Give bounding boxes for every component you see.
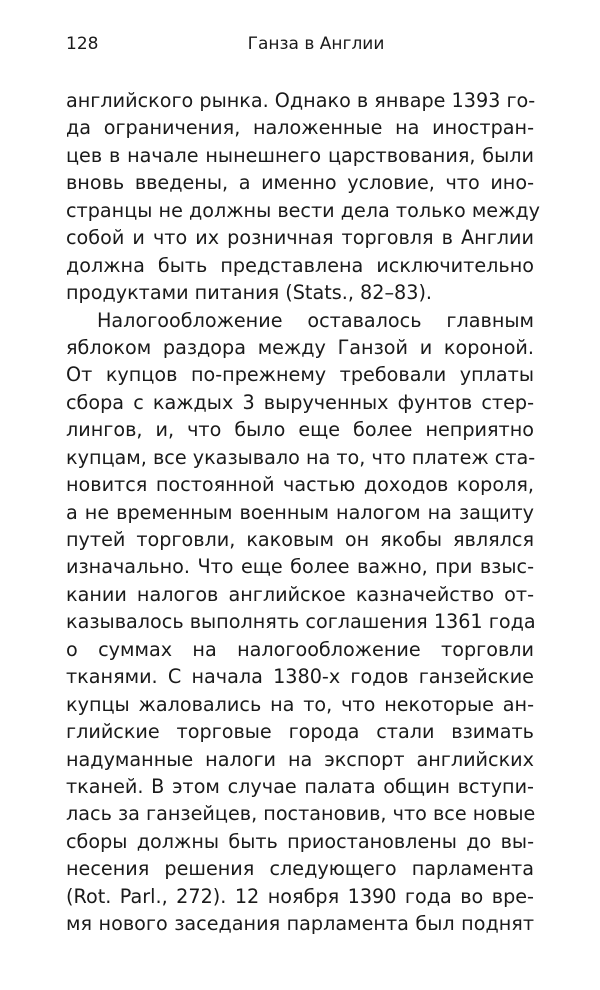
text-line: изначально. Что еще более важно, при взыс- xyxy=(66,555,534,579)
text-line: глийские торговые города стали взимать xyxy=(66,720,534,744)
text-line: надуманные налоги на экспорт английских xyxy=(66,747,534,771)
text-line: От купцов по-прежнему требовали уплаты xyxy=(66,363,534,387)
text-line: купцы жаловались на то, что некоторые ан- xyxy=(66,692,534,716)
running-title: Ганза в Англии xyxy=(247,34,385,54)
text-line: несения решения следующего парламента xyxy=(66,857,534,881)
text-line: английского рынка. Однако в январе 1393 го- xyxy=(66,89,536,112)
text-line: кании налогов английское казначейство от- xyxy=(66,582,534,606)
text-line: новится постоянной частью доходов короля, xyxy=(66,473,534,497)
text-line: тканей. В этом случае палата общин вступи- xyxy=(66,774,534,798)
paragraph-end-line: продуктами питания (Stats., 82–83). xyxy=(66,281,433,305)
text-line: да ограничения, наложенные на иностран- xyxy=(66,116,534,140)
page-header xyxy=(66,32,534,56)
text-line: о суммах на налогообложение торговли xyxy=(66,637,534,661)
text-line: яблоком раздора между Ганзой и короной. xyxy=(66,335,534,359)
text-line: собой и что их розничная торговля в Англии xyxy=(66,226,534,250)
text-line: тканями. С начала 1380-х годов ганзейские xyxy=(66,665,534,689)
text-line: странцы не должны вести дела только между xyxy=(66,198,541,222)
text-line: купцам, все указывало на то, что платеж ста- xyxy=(66,445,536,469)
text-line: должна быть представлена исключительно xyxy=(66,253,534,277)
text-line: сбора с каждых 3 вырученных фунтов стер- xyxy=(66,390,534,414)
text-line: путей торговли, каковым он якобы являлся xyxy=(66,528,534,551)
text-line: казывалось выполнять соглашения 1361 года xyxy=(66,610,536,634)
text-line: лась за ганзейцев, постановив, что все новые xyxy=(66,802,536,826)
page-number: 128 xyxy=(66,34,99,54)
text-line: (Rot. Parl., 272). 12 ноября 1390 года во вре- xyxy=(66,884,534,908)
paragraph-first-line: Налогообложение оставалось главным xyxy=(97,308,534,332)
text-line: а не временным военным налогом на защиту xyxy=(66,500,534,524)
text-line: сборы должны быть приостановлены до вы- xyxy=(66,829,534,853)
text-line: цев в начале нынешнего царствования, были xyxy=(66,143,534,167)
text-line: лингов, и, что было еще более неприятно xyxy=(66,418,534,442)
text-line: мя нового заседания парламента был поднят xyxy=(66,912,534,936)
text-line: вновь введены, а именно условие, что ино- xyxy=(66,171,534,195)
body-text xyxy=(66,87,541,938)
